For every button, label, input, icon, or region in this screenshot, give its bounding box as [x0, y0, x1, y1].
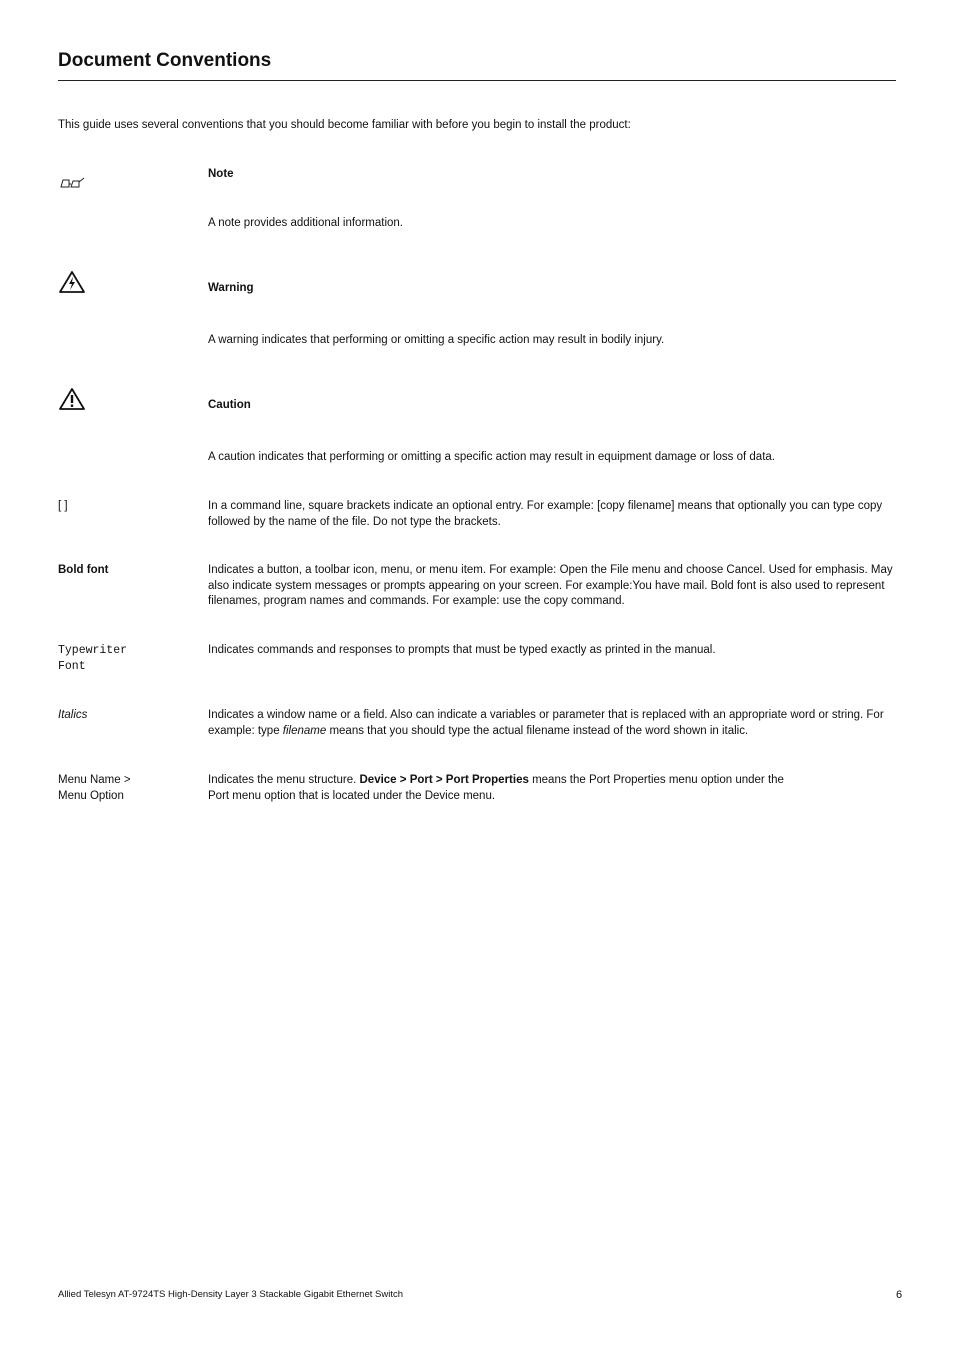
- note-heading: Note: [208, 168, 234, 180]
- typewriter-font-label: [58, 643, 198, 675]
- warning-text: A warning indicates that performing or omitting a specific action may result in bodily injury.: [208, 334, 665, 346]
- intro-text: This guide uses several conventions that you should become familiar with before you begin to install the product:: [58, 119, 631, 131]
- title-rule: [58, 80, 896, 81]
- italics-text-a: Indicates a window name or a field. Also can indicate a variables or parameter that is replaced with an appropriate word or string. For example: type: [208, 709, 884, 737]
- menu-label: [58, 772, 198, 804]
- menu-text-line2: Port menu option that is located under the Device menu.: [208, 790, 496, 802]
- menu-label-line1: Menu Name >: [58, 774, 131, 786]
- bold-font-label: Bold font: [58, 564, 109, 576]
- menu-text: [208, 772, 898, 804]
- page-title: Document Conventions: [58, 50, 272, 71]
- menu-label-line2: Menu Option: [58, 790, 124, 802]
- italics-text-filename: filename: [282, 724, 327, 737]
- caution-heading: Caution: [208, 399, 251, 411]
- typewriter-label-line1: Typewriter: [58, 644, 128, 657]
- bold-font-text: Indicates a button, a toolbar icon, menu, or menu item. For example: Open the File menu and choose Cancel. Used for emphasis. May also indicate system messages or prompts appearing on your screen. For example:You have mail. Bold font is also used to represent filenames, program names and commands. For example: use the copy command.: [208, 564, 893, 607]
- menu-text-a: Indicates the menu structure.: [208, 774, 360, 786]
- note-glasses-icon: [58, 176, 86, 195]
- italics-label: Italics: [58, 709, 88, 721]
- menu-text-path: Device > Port > Port Properties: [359, 774, 529, 786]
- typewriter-font-text: Indicates commands and responses to prompts that must be typed exactly as printed in the manual.: [208, 644, 716, 656]
- typewriter-label-line2: Font: [58, 660, 86, 673]
- menu-text-line1: [208, 772, 898, 788]
- note-text: A note provides additional information.: [208, 217, 403, 229]
- caution-text: A caution indicates that performing or omitting a specific action may result in equipment damage or loss of data.: [208, 451, 775, 463]
- electric-warning-icon: [58, 270, 86, 299]
- italics-text-b: means that you should type the actual filename instead of the word shown in italic.: [326, 724, 749, 737]
- brackets-label: [ ]: [58, 500, 68, 512]
- italics-text: [208, 708, 898, 739]
- menu-text-b: means the Port Properties menu option under the: [528, 774, 784, 786]
- brackets-text: In a command line, square brackets indicate an optional entry. For example: [copy filename] means that optionally you can type copy followed by the name of the file. Do not type the brackets.: [208, 500, 883, 528]
- caution-exclamation-icon: [58, 387, 86, 416]
- page-number: 6: [896, 1289, 903, 1301]
- warning-heading: Warning: [208, 282, 254, 294]
- footer-product-name: Allied Telesyn AT-9724TS High-Density Layer 3 Stackable Gigabit Ethernet Switch: [58, 1289, 403, 1300]
